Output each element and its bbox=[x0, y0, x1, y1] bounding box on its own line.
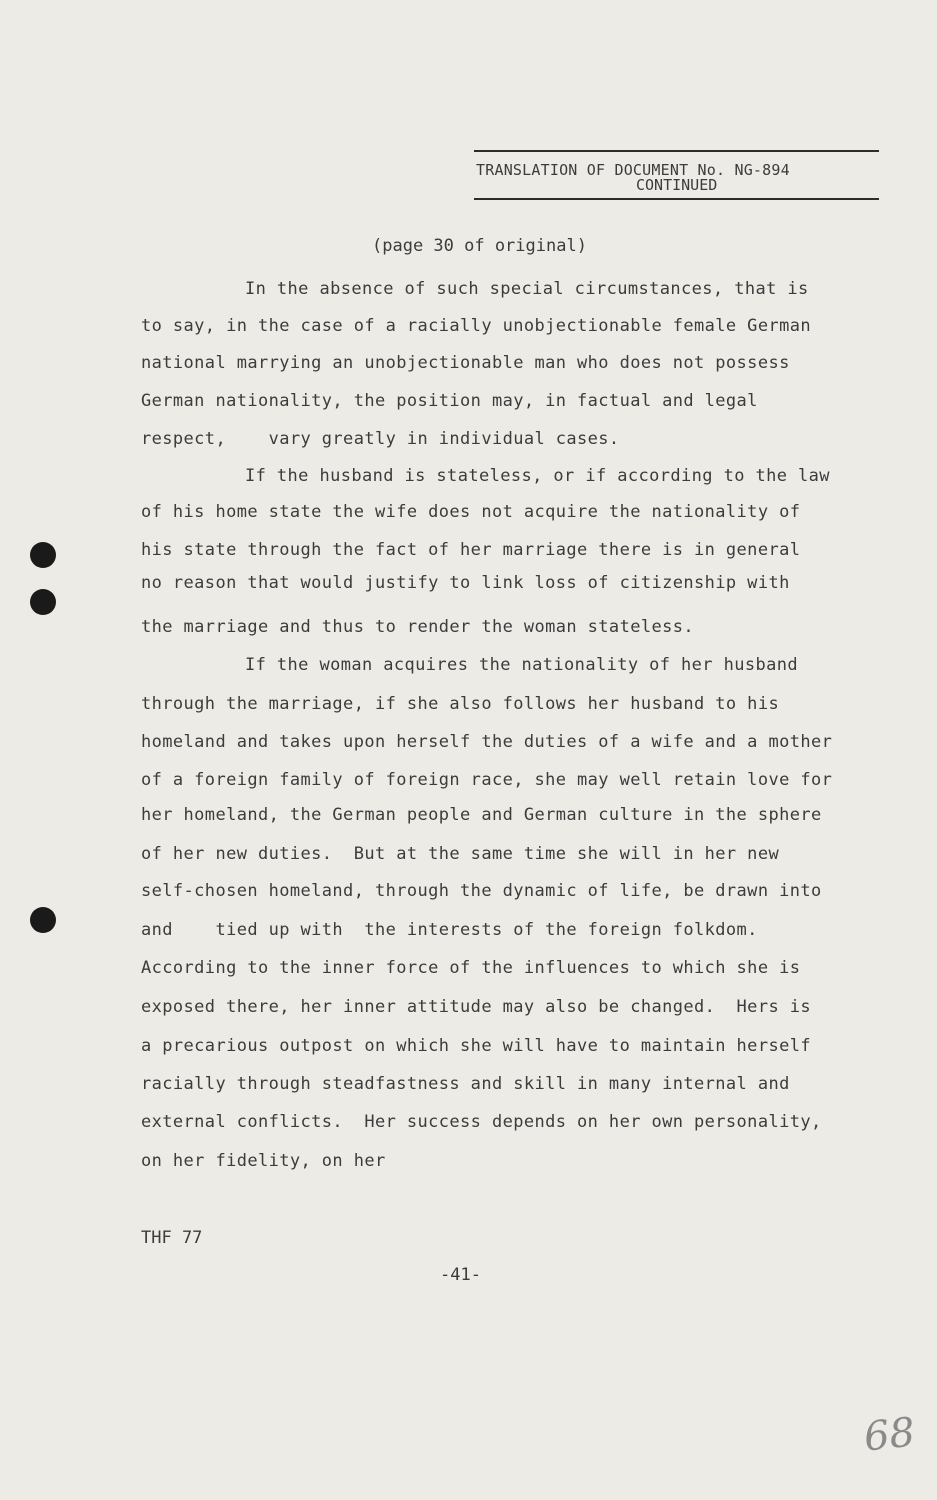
page-number: -41- bbox=[440, 1265, 481, 1285]
punch-hole-2 bbox=[30, 589, 56, 615]
body-line: through the marriage, if she also follows her husband to his bbox=[141, 694, 780, 714]
body-line: exposed there, her inner attitude may also be changed. Hers is bbox=[141, 997, 811, 1017]
body-line: German nationality, the position may, in factual and legal bbox=[141, 391, 758, 411]
body-line: of a foreign family of foreign race, she may well retain love for bbox=[141, 770, 833, 790]
document-header bbox=[474, 150, 879, 200]
body-line: racially through steadfastness and skill in many internal and bbox=[141, 1074, 790, 1094]
body-line: If the husband is stateless, or if according to the law bbox=[245, 466, 830, 486]
body-line: no reason that would justify to link loss of citizenship with bbox=[141, 573, 790, 593]
body-line: a precarious outpost on which she will have to maintain herself bbox=[141, 1036, 811, 1056]
body-line: self-chosen homeland, through the dynamic of life, be drawn into bbox=[141, 881, 822, 901]
body-line: the marriage and thus to render the woman stateless. bbox=[141, 617, 695, 637]
body-line: of her new duties. But at the same time she will in her new bbox=[141, 844, 780, 864]
header-title: TRANSLATION OF DOCUMENT No. NG-894 bbox=[476, 161, 790, 179]
body-line: national marrying an unobjectionable man who does not possess bbox=[141, 353, 790, 373]
body-line: respect, vary greatly in individual cases. bbox=[141, 429, 620, 449]
body-line: external conflicts. Her success depends on her own personality, bbox=[141, 1112, 822, 1132]
body-line: According to the inner force of the influences to which she is bbox=[141, 958, 801, 978]
body-line: In the absence of such special circumstances, that is bbox=[245, 279, 809, 299]
body-line: and tied up with the interests of the foreign folkdom. bbox=[141, 920, 758, 940]
punch-hole-1 bbox=[30, 542, 56, 568]
body-line: If the woman acquires the nationality of her husband bbox=[245, 655, 799, 675]
body-line: on her fidelity, on her bbox=[141, 1151, 386, 1171]
body-line: his state through the fact of her marriage there is in general bbox=[141, 540, 801, 560]
body-line: homeland and takes upon herself the duties of a wife and a mother bbox=[141, 732, 833, 752]
body-line: her homeland, the German people and German culture in the sphere bbox=[141, 805, 822, 825]
body-line: of his home state the wife does not acquire the nationality of bbox=[141, 502, 801, 522]
punch-hole-3 bbox=[30, 907, 56, 933]
header-continued: CONTINUED bbox=[636, 176, 718, 194]
body-line: to say, in the case of a racially unobjectionable female German bbox=[141, 316, 811, 336]
header-rule-bottom bbox=[474, 198, 879, 200]
page-reference: (page 30 of original) bbox=[372, 236, 587, 256]
handwritten-margin-note: 68 bbox=[861, 1409, 918, 1461]
header-rule-top bbox=[474, 150, 879, 152]
footer-code: THF 77 bbox=[141, 1228, 203, 1248]
